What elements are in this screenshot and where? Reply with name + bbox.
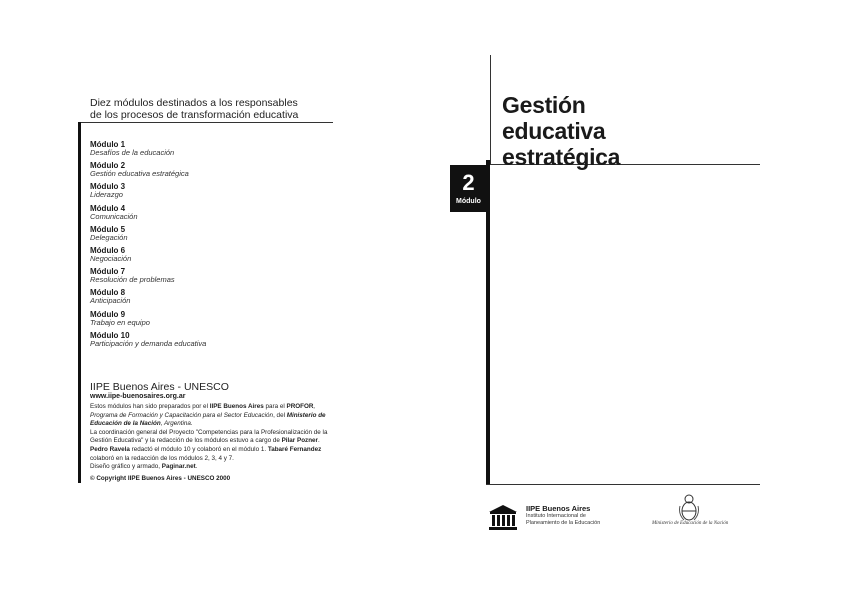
- module-item: [90, 331, 330, 352]
- right-top-rule: [490, 55, 491, 165]
- footer-rule: [486, 484, 760, 485]
- iipe-heading: IIPE Buenos Aires - UNESCO: [90, 381, 229, 393]
- module-title: Módulo 9: [90, 309, 126, 319]
- module-subtitle: Negociación: [90, 253, 132, 263]
- ministry-caption: Ministerio de Educación de la Nación: [652, 521, 729, 526]
- intro-line-1: Diez módulos destinados a los responsables: [90, 97, 298, 109]
- iipe-subtitle-2: Planeamiento de la Educación: [526, 520, 601, 526]
- module-subtitle: Comunicación: [90, 211, 138, 221]
- module-subtitle: Anticipación: [90, 296, 131, 306]
- module-item: [90, 204, 330, 225]
- module-title: Módulo 4: [90, 203, 126, 213]
- module-subtitle: Delegación: [90, 232, 128, 242]
- module-label: Módulo: [456, 198, 481, 205]
- module-item: [90, 310, 330, 331]
- module-title: Módulo 3: [90, 182, 126, 192]
- module-subtitle: Trabajo en equipo: [90, 317, 150, 327]
- copyright-notice: © Copyright IIPE Buenos Aires - UNESCO 2000: [90, 475, 231, 482]
- unesco-temple-icon: [487, 503, 519, 531]
- iipe-name: IIPE Buenos Aires: [526, 504, 591, 513]
- module-title: Módulo 10: [90, 330, 130, 340]
- title-line-2: educativa: [502, 118, 606, 144]
- credits-paragraph-1: Estos módulos han sido preparados por el IIPE Buenos Aires para el PROFOR, Programa de Formación y Capacitación para el Sector Educación, del Ministerio de Educación de la Nación, Argentina.: [90, 403, 326, 428]
- iipe-website-link[interactable]: www.iipe-buenosaires.org.ar: [90, 393, 186, 400]
- module-subtitle: Gestión educativa estratégica: [90, 169, 189, 179]
- module-title: Módulo 1: [90, 140, 126, 149]
- title-line-3: estratégica: [502, 144, 621, 170]
- module-item: [90, 161, 330, 182]
- series-intro: [90, 97, 320, 121]
- module-title: Módulo 6: [90, 245, 126, 255]
- credits-paragraph-3: Diseño gráfico y armado, Paginar.net.: [90, 463, 198, 471]
- argentina-coat-of-arms-icon: [676, 494, 702, 522]
- module-title: Módulo 5: [90, 224, 126, 234]
- iipe-subtitle-1: Instituto Internacional de: [526, 513, 586, 519]
- module-item: [90, 225, 330, 246]
- page-title: [502, 92, 620, 170]
- module-item: [90, 182, 330, 203]
- module-number: 2: [462, 170, 475, 195]
- module-subtitle: Liderazgo: [90, 190, 123, 200]
- module-item: [90, 267, 330, 288]
- module-list: [90, 140, 330, 352]
- module-subtitle: Desafíos de la educación: [90, 148, 175, 157]
- iipe-logo-text: [526, 504, 600, 527]
- credits-paragraph-2: La coordinación general del Proyecto "Competencias para la Profesionalización de la Gestión Educativa" y la redacción de los módulos estuvo a cargo de Pilar Pozner. Pedro Ravela redactó el módulo 10 y colaboró en el módulo 1. Tabaré Fernandez colaboró en la redacción de los módulos 2, 3, 4 y 7.: [90, 428, 328, 462]
- module-item: [90, 140, 330, 161]
- module-title: Módulo 2: [90, 161, 126, 171]
- left-rule: [78, 122, 333, 123]
- module-subtitle: Resolución de problemas: [90, 275, 175, 285]
- module-title: Módulo 7: [90, 267, 126, 277]
- module-item: [90, 288, 330, 309]
- left-vertical-bar: [78, 122, 81, 483]
- credits-text: [90, 403, 335, 472]
- module-title: Módulo 8: [90, 288, 126, 298]
- module-subtitle: Participación y demanda educativa: [90, 338, 207, 348]
- title-line-1: Gestión: [502, 92, 586, 118]
- module-item: [90, 246, 330, 267]
- module-badge: [450, 165, 487, 212]
- intro-line-2: de los procesos de transformación educativa: [90, 109, 299, 121]
